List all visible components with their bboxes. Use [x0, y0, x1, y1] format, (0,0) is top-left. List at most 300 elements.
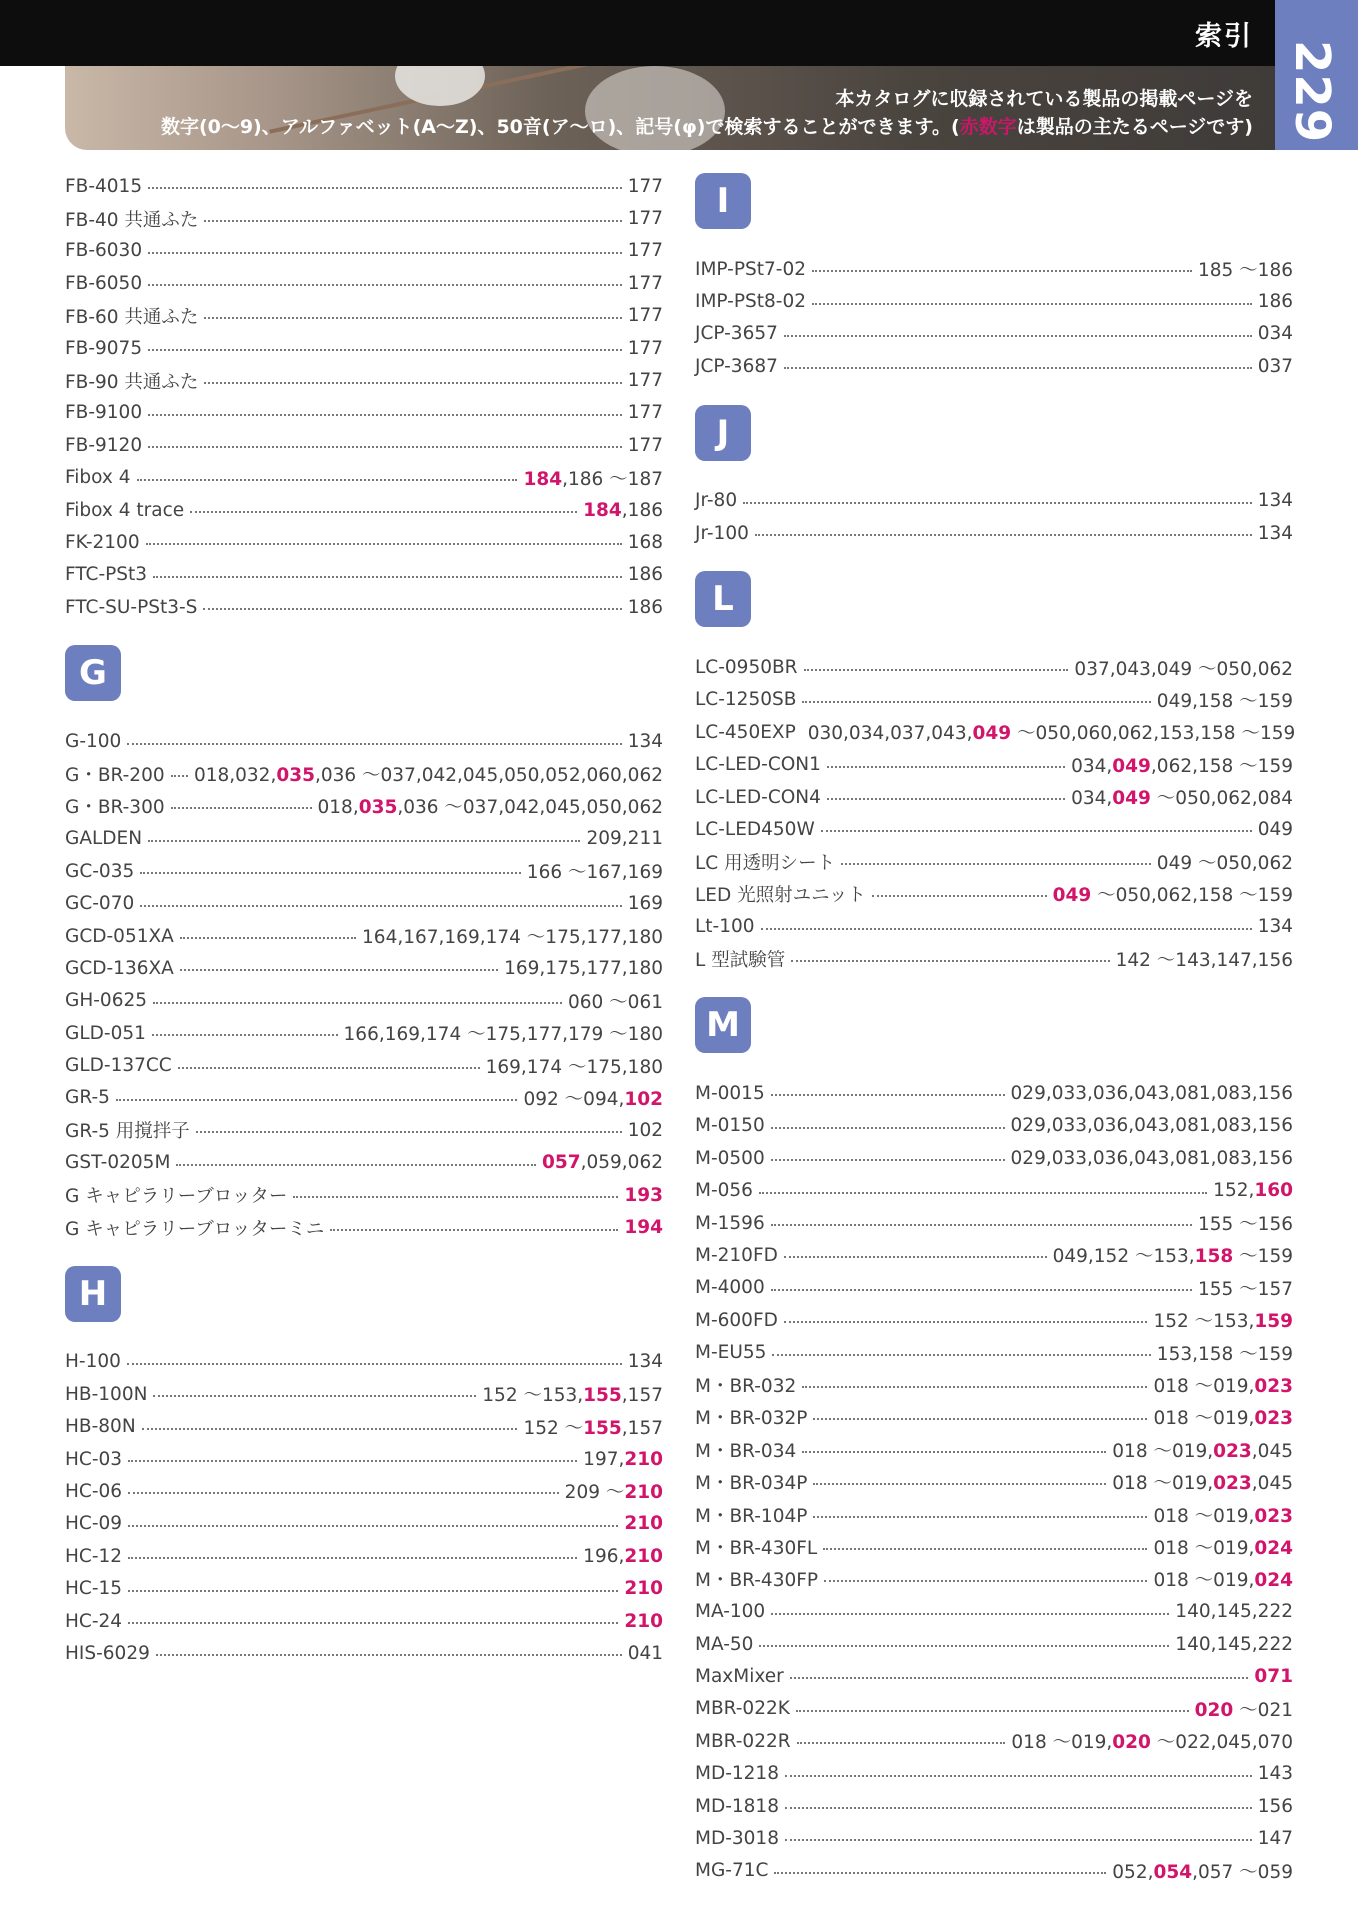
page-references	[1112, 1469, 1293, 1495]
page-references	[1112, 1858, 1293, 1884]
page-references	[628, 208, 663, 229]
index-entry	[695, 1272, 1293, 1304]
index-entry	[695, 253, 1293, 285]
index-entry	[695, 1466, 1293, 1498]
leader-dots	[784, 1256, 1047, 1258]
page-references	[568, 988, 663, 1014]
index-entry	[695, 1142, 1293, 1174]
page-references	[1254, 1666, 1293, 1687]
page-references	[542, 1152, 663, 1173]
leader-dots	[743, 502, 1252, 504]
page-references	[1011, 1148, 1293, 1169]
page-number-text: 049	[1257, 818, 1293, 840]
page-number-text: 152,	[1213, 1180, 1255, 1202]
product-code: Jr-80	[695, 490, 738, 512]
leader-dots	[774, 1872, 1106, 1874]
index-entry	[65, 1508, 663, 1540]
index-entry	[695, 1239, 1293, 1271]
index-entry	[65, 887, 663, 919]
product-code: GH-0625	[65, 990, 148, 1012]
page-references	[194, 761, 663, 787]
page-number-text: 209 ～	[564, 1482, 625, 1504]
index-entry	[65, 494, 663, 526]
index-entry	[695, 684, 1293, 716]
index-entry	[695, 1110, 1293, 1142]
page-references	[628, 731, 663, 752]
page-references	[1258, 1763, 1293, 1784]
product-code: MBR-022K	[695, 1698, 790, 1720]
leader-dots	[804, 669, 1069, 671]
product-code: MD-1818	[695, 1795, 779, 1817]
description-highlight: 赤数字	[959, 116, 1017, 138]
product-code: M・BR-032P	[695, 1408, 808, 1430]
leader-dots	[137, 479, 518, 481]
page-number-text: ,057 ～059	[1192, 1861, 1293, 1883]
page-references	[628, 1643, 663, 1664]
page-references	[1258, 323, 1293, 344]
product-code: HC-12	[65, 1545, 123, 1567]
page-references	[482, 1381, 663, 1407]
page-number-text: ,036 ～037,042,045,050,052,060,062	[314, 765, 663, 787]
leader-dots	[148, 349, 622, 351]
index-entry	[65, 1540, 663, 1572]
index-entry	[65, 823, 663, 855]
page-number-text: ,157	[621, 1417, 663, 1439]
page-number-text: 177	[627, 272, 663, 294]
main-page-number: 158	[1194, 1246, 1234, 1268]
product-code: G キャピラリーブロッターミニ	[65, 1218, 325, 1240]
page-number-text: 018 ～019,	[1112, 1473, 1214, 1495]
page-references	[1258, 1828, 1293, 1849]
leader-dots	[841, 863, 1151, 865]
leader-dots	[204, 317, 621, 319]
page-number-text: 143	[1257, 1763, 1293, 1785]
product-code: GLD-137CC	[65, 1055, 172, 1077]
page-references	[628, 597, 663, 618]
index-entry	[695, 716, 1296, 748]
main-page-number: 049	[1052, 885, 1092, 907]
main-page-number: 155	[583, 1417, 622, 1439]
leader-dots	[796, 1710, 1189, 1712]
page-number-text: 177	[627, 175, 663, 197]
page-references	[628, 1120, 663, 1141]
index-entry	[65, 364, 663, 396]
leader-dots	[180, 969, 498, 971]
product-code: LC-450EXP	[695, 721, 796, 743]
page-number-text: 060 ～061	[567, 991, 663, 1013]
page-number-text: 168	[627, 531, 663, 553]
leader-dots	[791, 960, 1109, 962]
index-entry	[695, 1369, 1293, 1401]
leader-dots	[171, 807, 312, 809]
product-code: FTC-SU-PSt3-S	[65, 596, 198, 618]
page-number-text: ～050,062,084	[1150, 788, 1293, 810]
main-page-number: 024	[1254, 1570, 1293, 1592]
leader-dots	[148, 284, 622, 286]
page-number-text: 166 ～167,169	[526, 862, 663, 884]
section-letter-h: H	[65, 1266, 121, 1322]
leader-dots	[330, 1229, 618, 1231]
product-code: MA-100	[695, 1601, 766, 1623]
leader-dots	[203, 608, 621, 610]
leader-dots	[293, 1196, 618, 1198]
index-entry	[695, 1336, 1293, 1368]
page-number-text: 018 ～019,	[1153, 1570, 1255, 1592]
page-references	[1175, 1634, 1293, 1655]
page-number-text: 102	[627, 1119, 663, 1141]
leader-dots	[146, 543, 622, 545]
leader-dots	[812, 303, 1252, 305]
page-number-text: 049,158 ～159	[1156, 690, 1293, 712]
leader-dots	[128, 1622, 618, 1624]
page-number-text: 018,	[317, 797, 359, 819]
product-code: M-0015	[695, 1082, 765, 1104]
product-code: G キャピラリーブロッター	[65, 1186, 288, 1208]
page-references	[1071, 752, 1293, 778]
product-code: M-0500	[695, 1147, 765, 1169]
page-number-text: 177	[627, 240, 663, 262]
page-references	[583, 1449, 663, 1470]
page-references	[628, 338, 663, 359]
leader-dots	[802, 701, 1150, 703]
product-code: MD-3018	[695, 1827, 779, 1849]
index-entry	[65, 920, 663, 952]
index-entry	[65, 1443, 663, 1475]
page-number-text: 134	[1257, 916, 1293, 938]
index-entry	[65, 267, 663, 299]
product-code: HC-03	[65, 1448, 123, 1470]
index-entry	[695, 1693, 1293, 1725]
page-number-text: ,186	[621, 499, 663, 521]
page-number-text: ～021	[1233, 1699, 1293, 1721]
page-number-text: 134	[1257, 490, 1293, 512]
index-entry	[695, 350, 1293, 382]
index-entry	[695, 1855, 1293, 1887]
page-number-text: 153,158 ～159	[1156, 1343, 1293, 1365]
leader-dots	[153, 1002, 562, 1004]
page-references	[1198, 1210, 1293, 1236]
top-bar	[0, 0, 1358, 66]
main-page-number: 023	[1213, 1473, 1252, 1495]
page-references	[628, 893, 663, 914]
page-number-text: 169	[627, 893, 663, 915]
page-references	[565, 1478, 663, 1504]
page-references	[1153, 1502, 1293, 1528]
page-number-text: 186	[627, 564, 663, 586]
page-number-text: 177	[627, 337, 663, 359]
page-number-text: 018 ～019,	[1153, 1505, 1255, 1527]
index-entry	[65, 1179, 663, 1211]
index-entry	[695, 1596, 1293, 1628]
main-page-number: 194	[624, 1217, 663, 1239]
product-code: M・BR-430FL	[695, 1537, 818, 1559]
product-code: MaxMixer	[695, 1665, 784, 1687]
page-number-text: 140,145,222	[1175, 1601, 1293, 1623]
page-number-text: 037,043,049 ～050,062	[1074, 658, 1293, 680]
product-code: MD-1218	[695, 1763, 779, 1785]
leader-dots	[148, 446, 622, 448]
product-code: Fibox 4	[65, 467, 131, 489]
index-entry	[65, 1114, 663, 1146]
product-code: HB-100N	[65, 1383, 148, 1405]
leader-dots	[797, 1742, 1006, 1744]
page-references	[1153, 1404, 1293, 1430]
leader-dots	[771, 1613, 1169, 1615]
leader-dots	[148, 187, 622, 189]
index-entry	[65, 332, 663, 364]
page-references	[527, 858, 663, 884]
product-code: L 型試験管	[695, 950, 786, 972]
index-entry	[65, 462, 663, 494]
main-page-number: 102	[624, 1088, 663, 1110]
page-references	[1153, 1372, 1293, 1398]
page-number-text: 030,034,037,043,	[807, 723, 973, 745]
page-number-text: 156	[1257, 1795, 1293, 1817]
page-number-text: 185 ～186	[1197, 260, 1293, 282]
index-entry	[695, 485, 1293, 517]
leader-dots	[824, 1580, 1147, 1582]
leader-dots	[176, 1164, 536, 1166]
description-line-1: 本カタログに収録されている製品の掲載ページを	[835, 88, 1253, 110]
index-entry	[695, 1207, 1293, 1239]
product-code: FB-6050	[65, 272, 143, 294]
leader-dots	[128, 1492, 559, 1494]
main-page-number: 210	[624, 1513, 663, 1535]
page-number: 229	[1284, 40, 1340, 144]
page-references	[1153, 1534, 1293, 1560]
page-references	[1258, 490, 1293, 511]
leader-dots	[771, 1094, 1005, 1096]
page-number-text: ～050,062,158 ～159	[1091, 885, 1293, 907]
page-number-text: 155 ～156	[1197, 1214, 1293, 1235]
page-references	[1258, 356, 1293, 377]
page-number-text: 164,167,169,174 ～175,177,180	[362, 927, 663, 948]
leader-dots	[148, 414, 622, 416]
page-number-text: ,036 ～037,042,045,050,062	[397, 797, 663, 819]
index-entry	[65, 235, 663, 267]
index-entry	[695, 846, 1293, 878]
leader-dots	[802, 1451, 1106, 1453]
main-page-number: 071	[1254, 1665, 1293, 1687]
section-letter-j: J	[695, 405, 751, 461]
leader-dots	[802, 1386, 1147, 1388]
page-number-text: ,045	[1251, 1440, 1293, 1462]
index-entry	[695, 781, 1293, 813]
section-letter-l: L	[695, 571, 751, 627]
page-number-text: 186	[627, 596, 663, 618]
leader-dots	[171, 775, 188, 777]
index-entry	[65, 1378, 663, 1410]
product-code: GCD-136XA	[65, 957, 174, 979]
leader-dots	[196, 1131, 622, 1133]
page-number-text: 034,	[1071, 755, 1113, 777]
page-number-text: 166,169,174 ～175,177,179 ～180	[343, 1024, 663, 1046]
index-entry	[65, 1572, 663, 1604]
page-number-text: 041	[627, 1642, 663, 1664]
page-references	[586, 828, 663, 849]
leader-dots	[827, 798, 1065, 800]
index-entry	[65, 202, 663, 234]
page-number-text: 018 ～019,	[1011, 1732, 1113, 1754]
page-number-text: 169,174 ～175,180	[485, 1056, 663, 1078]
product-code: G・BR-200	[65, 765, 165, 787]
main-page-number: 193	[624, 1184, 663, 1206]
page-number-text: 197,	[583, 1448, 625, 1470]
index-entry	[65, 985, 663, 1017]
product-code: FB-4015	[65, 175, 143, 197]
index-entry	[65, 790, 663, 822]
product-code: LC-LED-CON1	[695, 754, 821, 776]
page-references	[1195, 1696, 1293, 1722]
page-references	[1175, 1601, 1293, 1622]
leader-dots	[772, 1354, 1150, 1356]
page-number-text: ,059,062	[580, 1152, 663, 1174]
page-references	[1258, 916, 1293, 937]
page-number-text: ～050,060,062,153,158 ～159	[1011, 723, 1296, 745]
product-code: JCP-3687	[695, 355, 778, 377]
index-entry	[695, 517, 1293, 549]
page-references	[628, 305, 663, 326]
product-code: HC-06	[65, 1480, 123, 1502]
page-number-text: 177	[627, 305, 663, 327]
leader-dots	[827, 766, 1065, 768]
index-entry	[65, 1082, 663, 1114]
product-code: M-4000	[695, 1277, 765, 1299]
page-references	[583, 500, 663, 521]
description-text: 数字(0～9)、アルファベット(A～Z)、50音(ア～ロ)、記号(φ)で検索することができます。(	[160, 116, 960, 138]
index-entry	[65, 1147, 663, 1179]
page-references	[624, 1578, 663, 1599]
product-code: LC 用透明シート	[695, 852, 836, 874]
leader-dots	[116, 1099, 518, 1101]
leader-dots	[204, 382, 621, 384]
page-number-text: 049 ～050,062	[1156, 852, 1293, 874]
index-entry	[65, 952, 663, 984]
main-page-number: 054	[1153, 1861, 1193, 1883]
index-entry	[695, 1531, 1293, 1563]
index-entry	[695, 1725, 1293, 1757]
product-code: Lt-100	[695, 916, 755, 938]
main-page-number: 049	[1112, 788, 1151, 810]
page-references	[1053, 1242, 1293, 1268]
main-page-number: 210	[624, 1610, 663, 1632]
page-references	[628, 176, 663, 197]
product-code: FB-9100	[65, 402, 143, 424]
product-code: FB-60 共通ふた	[65, 306, 199, 328]
page-references	[628, 564, 663, 585]
page-number-text: 196,	[583, 1545, 625, 1567]
page-references	[1011, 1115, 1293, 1136]
product-code: M-0150	[695, 1115, 765, 1137]
main-page-number: 020	[1112, 1732, 1151, 1754]
leader-dots	[812, 270, 1192, 272]
product-code: HC-09	[65, 1513, 123, 1535]
leader-dots	[127, 1363, 622, 1365]
page-number-text: 018 ～019,	[1153, 1537, 1255, 1559]
leader-dots	[813, 1483, 1106, 1485]
index-entry	[65, 1637, 663, 1669]
page-references	[523, 465, 663, 491]
index-entry	[65, 526, 663, 558]
index-entry	[695, 910, 1293, 942]
page-references	[1258, 291, 1293, 312]
page-number-text: 177	[627, 402, 663, 424]
index-entry	[695, 1660, 1293, 1692]
page-references	[628, 402, 663, 423]
page-number-text: 092 ～094,	[523, 1088, 625, 1110]
product-code: G-100	[65, 731, 122, 753]
product-code: MA-50	[695, 1633, 754, 1655]
page-references	[628, 1351, 663, 1372]
index-column-right	[695, 170, 1296, 1887]
product-code: LC-0950BR	[695, 657, 798, 679]
product-code: HIS-6029	[65, 1642, 150, 1664]
page-references	[504, 958, 663, 979]
product-code: LC-LED450W	[695, 818, 815, 840]
page-references	[624, 1185, 663, 1206]
page-references	[628, 273, 663, 294]
page-number-text: 018 ～019,	[1112, 1440, 1214, 1462]
leader-dots	[771, 1159, 1005, 1161]
leader-dots	[813, 1516, 1147, 1518]
page-references	[624, 1217, 663, 1238]
product-code: GC-035	[65, 860, 135, 882]
index-entry	[65, 1211, 663, 1243]
product-code: HC-15	[65, 1578, 123, 1600]
page-references	[1153, 1307, 1293, 1333]
main-page-number: 035	[358, 797, 398, 819]
description-text: は製品の主たるページです)	[1016, 116, 1253, 138]
page-references	[624, 1513, 663, 1534]
leader-dots	[784, 335, 1252, 337]
main-page-number: 210	[624, 1578, 663, 1600]
leader-dots	[156, 1654, 622, 1656]
page-number-text: ～159	[1233, 1246, 1293, 1268]
index-entry	[695, 1077, 1293, 1109]
index-entry	[65, 170, 663, 202]
product-code: FB-6030	[65, 240, 143, 262]
leader-dots	[771, 1224, 1192, 1226]
index-entry	[65, 559, 663, 591]
index-entry	[695, 318, 1293, 350]
page-references	[344, 1020, 663, 1046]
leader-dots	[178, 1067, 480, 1069]
main-page-number: 024	[1254, 1537, 1293, 1559]
header-banner	[65, 66, 1275, 150]
index-entry	[65, 1475, 663, 1507]
index-entry	[695, 749, 1293, 781]
product-code: LED 光照射ユニット	[695, 885, 866, 907]
leader-dots	[823, 1548, 1147, 1550]
section-letter-g: G	[65, 645, 121, 701]
product-code: G・BR-300	[65, 797, 165, 819]
page-number-text: 034,	[1071, 788, 1113, 810]
product-code: FB-40 共通ふた	[65, 209, 199, 231]
index-column-left	[65, 170, 663, 1670]
leader-dots	[153, 576, 622, 578]
index-entry	[65, 855, 663, 887]
main-page-number: 020	[1194, 1699, 1234, 1721]
page-references	[628, 370, 663, 391]
leader-dots	[771, 1289, 1192, 1291]
page-references	[1213, 1180, 1293, 1201]
page-number-text: 134	[627, 731, 663, 753]
leader-dots	[784, 1321, 1148, 1323]
page-number-text: 134	[627, 1351, 663, 1373]
leader-dots	[755, 534, 1252, 536]
leader-dots	[128, 1460, 577, 1462]
page-number-text: 029,033,036,043,081,083,156	[1010, 1115, 1293, 1137]
